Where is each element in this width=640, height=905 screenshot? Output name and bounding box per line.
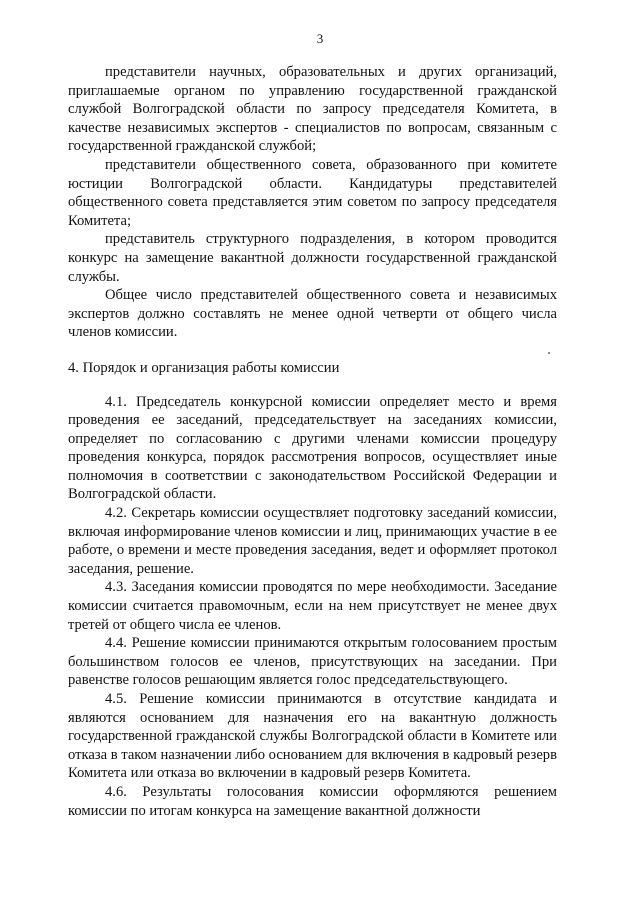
section-heading: 4. Порядок и организация работы комиссии bbox=[68, 359, 340, 376]
paragraph-public-council-representatives: представители общественного совета, образованного при комитете юстиции Волгоградской области. Кандидатуры представителей общественного совета представляется этим советом по запросу председателя Комитета; bbox=[68, 156, 557, 229]
clause-4-5: 4.5. Решение комиссии принимаются в отсутствие кандидата и являются основанием для назначения его на вакантную должность государственной гражданской службы Волгоградской области в Комитете или отказа в таком назначении либо основанием для включения в кадровый резерв Комитета или отказа во включении в кадровый резерв Комитета. bbox=[68, 691, 557, 782]
clause-4-6: 4.6. Результаты голосования комиссии оформляются решением комиссии по итогам конкурса на замещение вакантной должности bbox=[68, 783, 557, 819]
scan-speck bbox=[548, 352, 550, 354]
paragraph-scientific-representatives: представители научных, образовательных и других организаций, приглашаемые органом по управлению государственной гражданской службой Волгоградской области по запросу председателя Комитета, в качестве независимых экспертов - специалистов по вопросам, связанным с государственной гражданской службой; bbox=[68, 64, 557, 155]
paragraph-structural-unit-representative: представитель структурного подразделения, в котором проводится конкурс на замещение вакантной должности государственной гражданской службы. bbox=[68, 231, 557, 285]
clause-4-2: 4.2. Секретарь комиссии осуществляет подготовку заседаний комиссии, включая информирование членов комиссии и лиц, принимающих участие в ее работе, о времени и месте проведения заседания, ведет и оформляет протокол заседания, решение. bbox=[68, 505, 557, 577]
clause-4-3: 4.3. Заседания комиссии проводятся по мере необходимости. Заседание комиссии считается правомочным, если на нем присутствует не менее двух третей от общего числа ее членов. bbox=[68, 579, 557, 633]
document-body bbox=[68, 63, 557, 820]
clause-4-1: 4.1. Председатель конкурсной комиссии определяет место и время проведения ее заседаний, председательствует на заседаниях комиссии, определяет по согласованию с другими членами комиссии процедуру проведения конкурса, порядок рассмотрения вопросов, осуществляет иные полномочия в соответствии с законодательством Российской Федерации и Волгоградской области. bbox=[68, 393, 557, 503]
page-number: 3 bbox=[316, 31, 324, 46]
paragraph-representatives-quota: Общее число представителей общественного совета и независимых экспертов должно составлять не менее одной четверти от общего числа членов комиссии. bbox=[68, 287, 557, 341]
clause-4-4: 4.4. Решение комиссии принимаются открытым голосованием простым большинством голосов ее членов, присутствующих на заседании. При равенстве голосов решающим является голос председательствующего. bbox=[68, 635, 557, 689]
